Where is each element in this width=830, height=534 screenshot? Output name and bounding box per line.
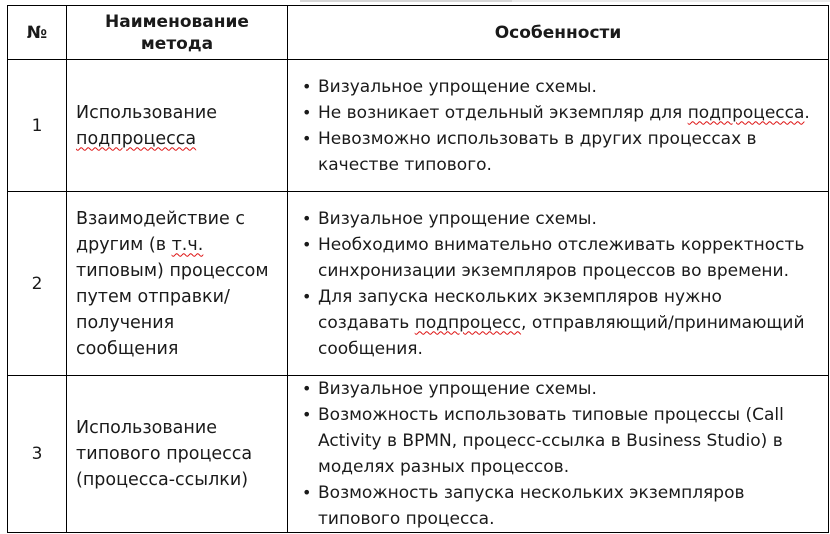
header-features: Особенности	[288, 6, 829, 60]
feature-item: • Визуальное упрощение схемы.	[318, 74, 814, 100]
feature-item: • Невозможно использовать в других процессах в качестве типового.	[318, 126, 814, 178]
method-name	[67, 60, 288, 192]
features-cell	[288, 376, 829, 533]
feature-item: • Для запуска нескольких экземпляров нужно создавать подпроцесс, отправляющий/принимающий сообщения.	[318, 284, 814, 362]
feature-item: • Визуальное упрощение схемы.	[318, 376, 814, 402]
table-row	[8, 192, 829, 376]
method-name-text: Использование	[76, 102, 217, 123]
features-list	[318, 206, 814, 362]
header-method-name	[67, 6, 288, 60]
table-header-row	[8, 6, 829, 60]
method-name: Взаимодействие с другим (в т.ч. типовым) процессом путем отправки/получения сообщения	[67, 192, 288, 376]
header-num: №	[8, 6, 67, 60]
features-list	[318, 376, 814, 532]
feature-item: • Необходимо внимательно отслеживать корректность синхронизации экземпляров процессов во времени.	[318, 232, 814, 284]
row-number: 1	[8, 60, 67, 192]
page-top-edge	[300, 0, 830, 2]
spellcheck-word: подпроцесса	[687, 102, 805, 123]
feature-item: • Визуальное упрощение схемы.	[318, 206, 814, 232]
table-row	[8, 60, 829, 192]
feature-item: • Возможность использовать типовые процессы (Call Activity в BPMN, процесс-ссылка в Business Studio) в моделях разных процессов.	[318, 402, 814, 480]
feature-item: • Возможность запуска нескольких экземпляров типового процесса.	[318, 480, 814, 532]
features-cell	[288, 60, 829, 192]
features-cell	[288, 192, 829, 376]
spellcheck-word: т.ч.	[171, 234, 204, 255]
row-number: 2	[8, 192, 67, 376]
feature-item: • Не возникает отдельный экземпляр для подпроцесса.	[318, 100, 814, 126]
spellcheck-word: подпроцесса	[76, 128, 197, 149]
row-number: 3	[8, 376, 67, 533]
method-name: Использование типового процесса (процесса-ссылки)	[67, 376, 288, 533]
features-list	[318, 74, 814, 178]
table-row	[8, 376, 829, 533]
spellcheck-word: подпроцесс	[414, 312, 522, 333]
header-name-line2: метода	[140, 33, 214, 54]
header-name-line1: Наименование	[105, 11, 249, 32]
methods-table	[7, 5, 829, 533]
